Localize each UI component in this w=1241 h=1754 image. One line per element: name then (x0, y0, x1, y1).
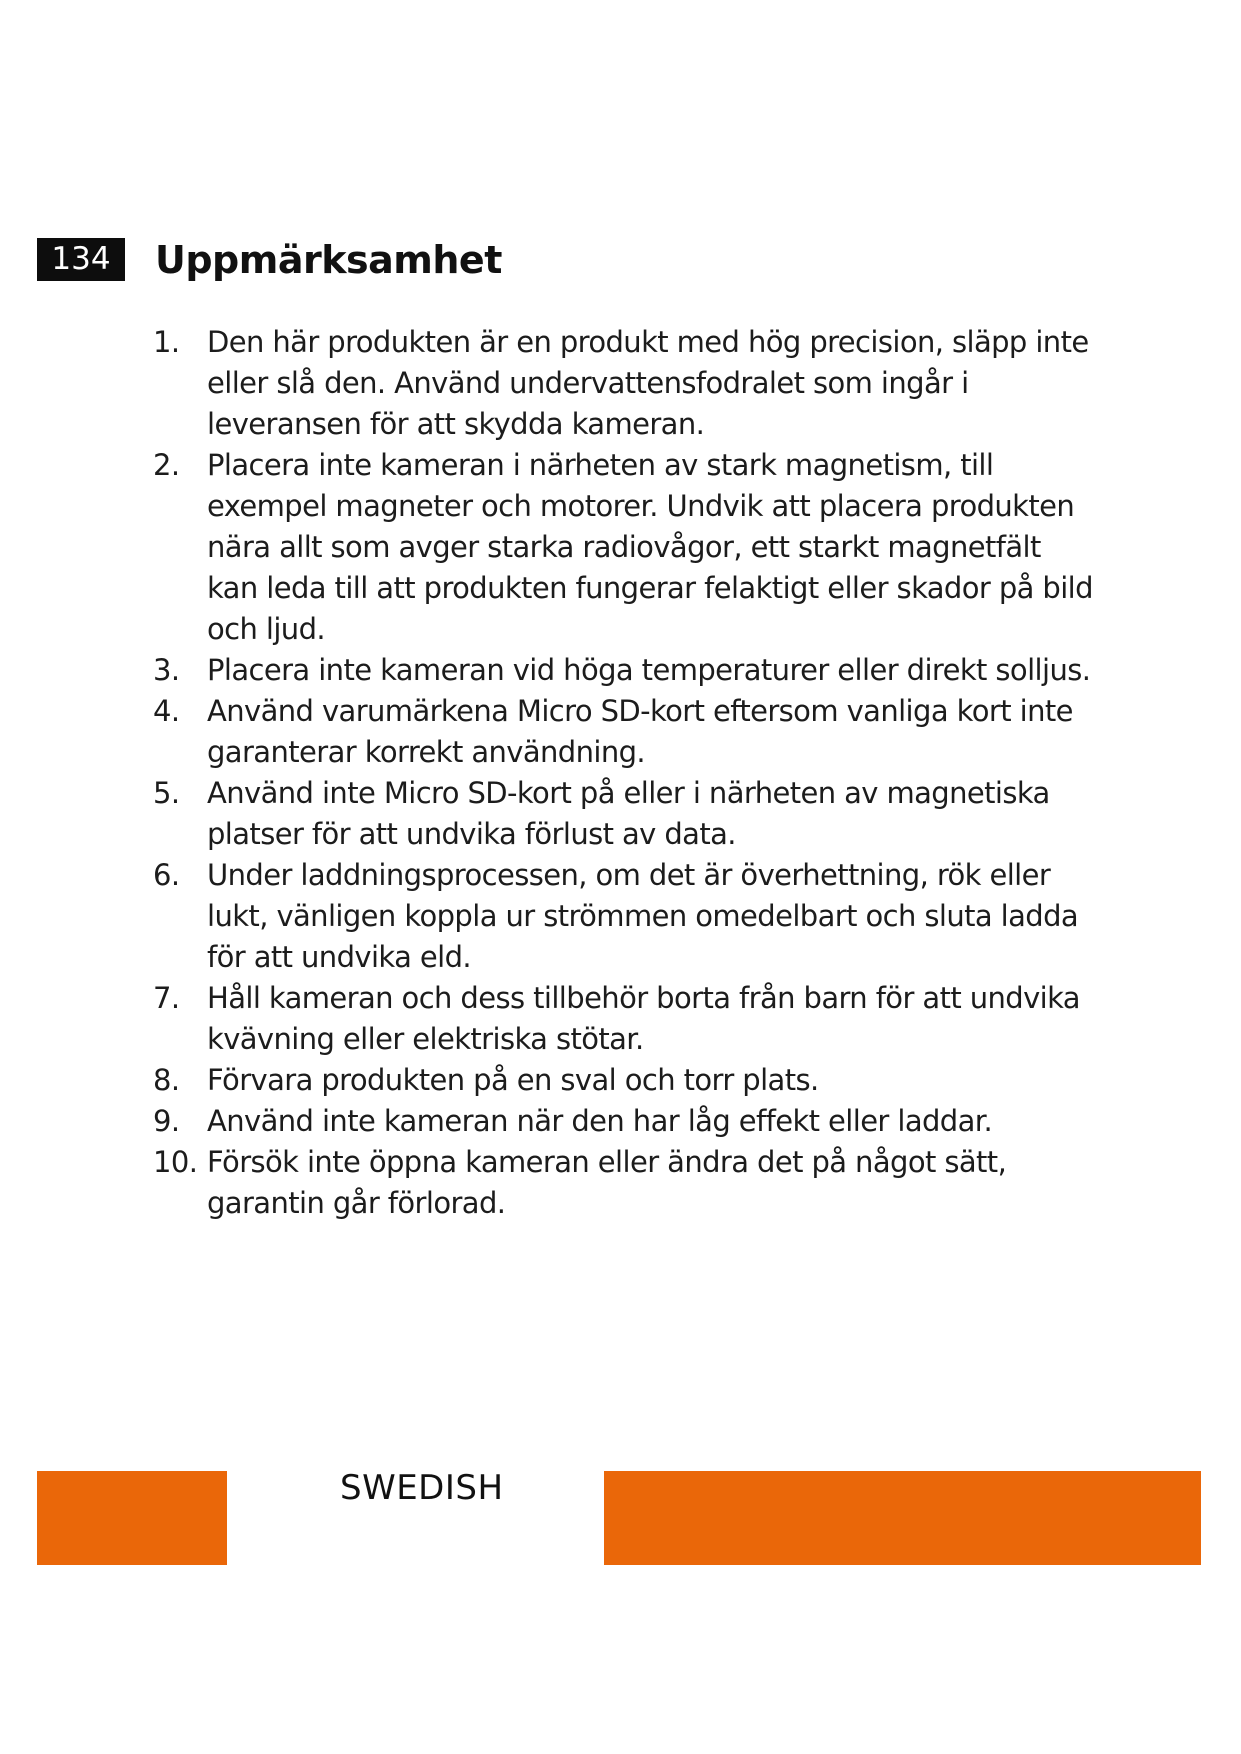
notice-text: Håll kameran och dess tillbehör borta från barn för att undvika kvävning eller elektriska stötar. (207, 981, 1080, 1056)
notice-text: Använd inte kameran när den har låg effekt eller laddar. (207, 1104, 993, 1138)
footer-accent-bar-right (604, 1471, 1201, 1565)
notice-number: 1. (153, 325, 180, 359)
notice-number: 3. (153, 653, 180, 687)
notice-number: 7. (153, 981, 180, 1015)
notice-number: 10. (153, 1145, 198, 1179)
notice-text: Förvara produkten på en sval och torr plats. (207, 1063, 819, 1097)
notice-item (153, 773, 1093, 855)
notice-item (153, 650, 1093, 691)
notice-number: 5. (153, 776, 180, 810)
notice-list (153, 322, 1093, 1224)
notice-number: 8. (153, 1063, 180, 1097)
notice-text: Placera inte kameran i närheten av stark magnetism, till exempel magneter och motorer. Undvik att placera produkten nära allt som avger starka radiovågor, ett starkt magnetfält kan leda till att produkten fungerar felaktigt eller skador på bild och ljud. (207, 448, 1093, 646)
notice-text: Använd inte Micro SD-kort på eller i närheten av magnetiska platser för att undvika förlust av data. (207, 776, 1050, 851)
footer-language-label: SWEDISH (340, 1468, 504, 1508)
notice-item (153, 691, 1093, 773)
notice-number: 9. (153, 1104, 180, 1138)
notice-number: 2. (153, 448, 180, 482)
notice-text: Försök inte öppna kameran eller ändra det på något sätt, garantin går förlorad. (207, 1145, 1007, 1220)
page-title: Uppmärksamhet (155, 238, 502, 282)
notice-item (153, 445, 1093, 650)
notice-text: Placera inte kameran vid höga temperaturer eller direkt solljus. (207, 653, 1091, 687)
notice-text: Använd varumärkena Micro SD-kort eftersom vanliga kort inte garanterar korrekt användning. (207, 694, 1073, 769)
notice-text: Den här produkten är en produkt med hög precision, släpp inte eller slå den. Använd undervattensfodralet som ingår i leveransen för att skydda kameran. (207, 325, 1089, 441)
footer-accent-bar-left (37, 1471, 227, 1565)
notice-number: 4. (153, 694, 180, 728)
notice-item (153, 1101, 1093, 1142)
notice-item (153, 855, 1093, 978)
notice-number: 6. (153, 858, 180, 892)
notice-item (153, 1142, 1093, 1224)
notice-item (153, 322, 1093, 445)
notice-text: Under laddningsprocessen, om det är överhettning, rök eller lukt, vänligen koppla ur strömmen omedelbart och sluta ladda för att undvika eld. (207, 858, 1079, 974)
notice-item (153, 1060, 1093, 1101)
notice-item (153, 978, 1093, 1060)
page-number: 134 (37, 238, 125, 281)
